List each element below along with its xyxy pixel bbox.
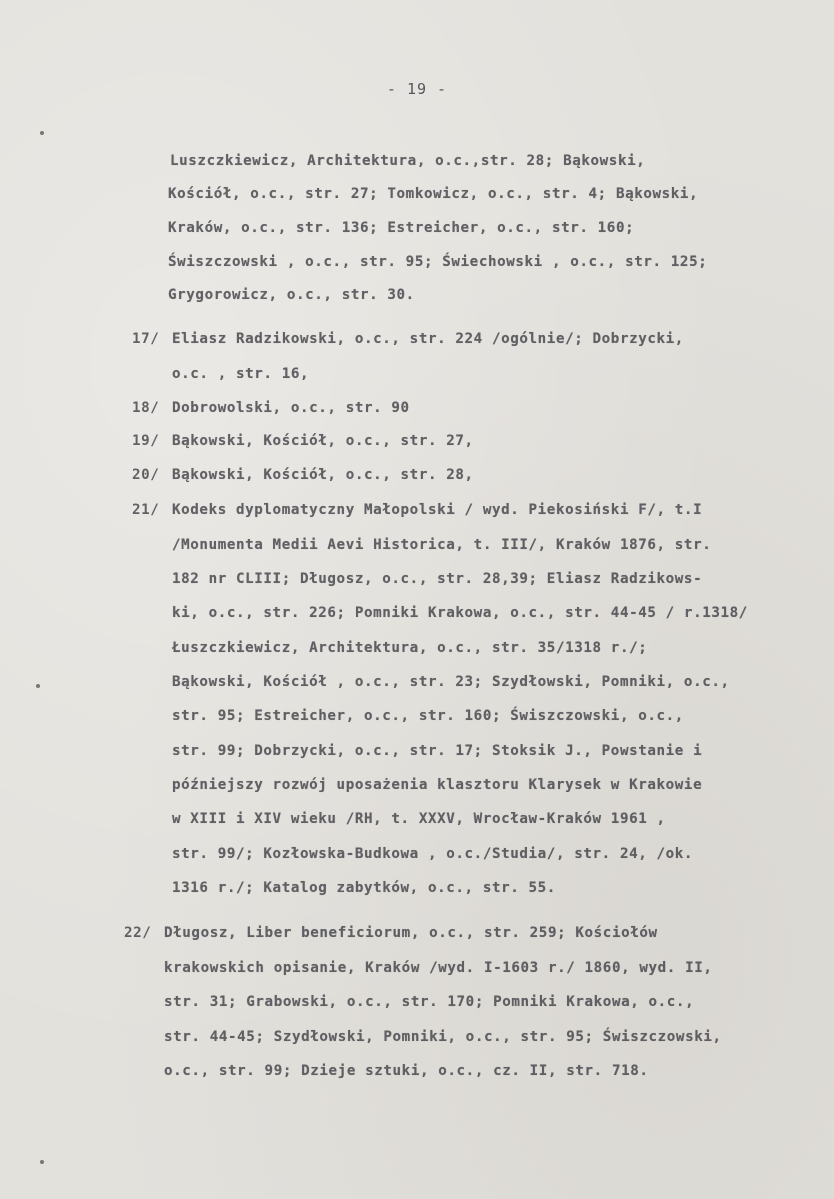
footnote-line: Eliasz Radzikowski, o.c., str. 224 /ogólnie/; Dobrzycki, [172, 331, 684, 347]
footnote-line: 1316 r./; Katalog zabytków, o.c., str. 55. [172, 880, 556, 896]
footnote-line: str. 44-45; Szydłowski, Pomniki, o.c., str. 95; Świszczowski, [164, 1029, 722, 1045]
footnote-line: Bąkowski, Kościół, o.c., str. 28, [172, 467, 474, 483]
footnote-line: str. 95; Estreicher, o.c., str. 160; Świszczowski, o.c., [172, 708, 684, 724]
footnote-number: 20/ [132, 467, 160, 483]
footnote-line: późniejszy rozwój uposażenia klasztoru Klarysek w Krakowie [172, 777, 703, 793]
footnote-number: 18/ [132, 400, 160, 416]
footnote-line: Luszczkiewicz, Architektura, o.c.,str. 28; Bąkowski, [170, 153, 646, 169]
footnote-line: Łuszczkiewicz, Architektura, o.c., str. 35/1318 r./; [172, 640, 648, 656]
footnote-line: Bąkowski, Kościół, o.c., str. 27, [172, 433, 474, 449]
footnote-line: o.c., str. 99; Dzieje sztuki, o.c., cz. II, str. 718. [164, 1063, 649, 1079]
footnote-line: 182 nr CLIII; Długosz, o.c., str. 28,39; Eliasz Radzikows- [172, 571, 703, 587]
margin-mark [36, 684, 40, 688]
footnote-line: krakowskich opisanie, Kraków /wyd. I-1603 r./ 1860, wyd. II, [164, 960, 713, 976]
footnote-line: str. 99/; Kozłowska-Budkowa , o.c./Studia/, str. 24, /ok. [172, 846, 694, 862]
footnote-line: w XIII i XIV wieku /RH, t. XXXV, Wrocław-Kraków 1961 , [172, 811, 666, 827]
footnote-line: Dobrowolski, o.c., str. 90 [172, 400, 410, 416]
page-number: - 19 - [386, 80, 448, 98]
margin-mark [40, 1160, 44, 1164]
footnote-number: 19/ [132, 433, 160, 449]
footnote-line: str. 99; Dobrzycki, o.c., str. 17; Stoksik J., Powstanie i [172, 743, 703, 759]
footnote-line: ki, o.c., str. 226; Pomniki Krakowa, o.c., str. 44-45 / r.1318/ [172, 605, 748, 621]
margin-mark [40, 131, 44, 135]
footnote-line: Kraków, o.c., str. 136; Estreicher, o.c., str. 160; [168, 220, 635, 236]
footnote-line: o.c. , str. 16, [172, 366, 310, 382]
footnote-line: Kodeks dyplomatyczny Małopolski / wyd. Piekosiński F/, t.I [172, 502, 703, 518]
footnote-line: /Monumenta Medii Aevi Historica, t. III/, Kraków 1876, str. [172, 537, 712, 553]
footnote-number: 21/ [132, 502, 160, 518]
footnote-line: Kościół, o.c., str. 27; Tomkowicz, o.c., str. 4; Bąkowski, [168, 186, 699, 202]
footnote-number: 17/ [132, 331, 160, 347]
footnote-line: Grygorowicz, o.c., str. 30. [168, 287, 415, 303]
footnote-line: Świszczowski , o.c., str. 95; Świechowski , o.c., str. 125; [168, 254, 708, 270]
footnote-line: Bąkowski, Kościół , o.c., str. 23; Szydłowski, Pomniki, o.c., [172, 674, 730, 690]
footnote-line: str. 31; Grabowski, o.c., str. 170; Pomniki Krakowa, o.c., [164, 994, 695, 1010]
footnote-line: Długosz, Liber beneficiorum, o.c., str. 259; Kościołów [164, 925, 658, 941]
footnote-number: 22/ [124, 925, 152, 941]
